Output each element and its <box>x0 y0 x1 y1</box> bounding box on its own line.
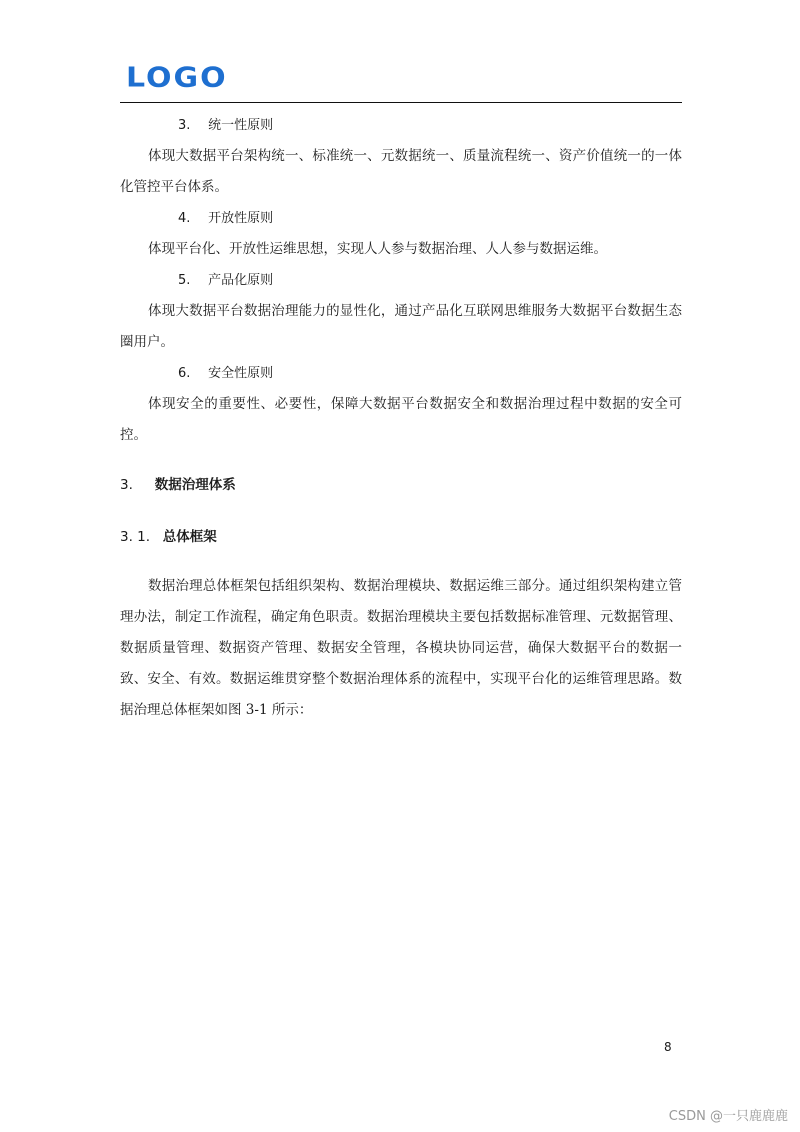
section-heading <box>120 470 682 501</box>
subsection-body: 数据治理总体框架包括组织架构、数据治理模块、数据运维三部分。通过组织架构建立管理办法，制定工作流程，确定角色职责。数据治理模块主要包括数据标准管理、元数据管理、数据质量管理、数据资产管理、数据安全管理，各模块协同运营，确保大数据平台的数据一致、安全、有效。数据运维贯穿整个数据治理体系的流程中，实现平台化的运维管理思路。数据治理总体框架如图 3-1 所示： <box>120 578 682 718</box>
principle-number: 4. <box>178 211 191 226</box>
subsection-number: 3. 1. <box>120 529 151 545</box>
principle-heading <box>178 358 682 389</box>
principle-number: 5. <box>178 273 191 288</box>
page-number: 8 <box>664 1040 672 1054</box>
principle-heading <box>178 265 682 296</box>
subsection-title: 总体框架 <box>162 529 217 545</box>
section-title: 数据治理体系 <box>154 477 236 493</box>
principle-body: 体现平台化、开放性运维思想，实现人人参与数据治理、人人参与数据运维。 <box>148 241 607 257</box>
principle-number: 3. <box>178 118 191 133</box>
principle-title: 统一性原则 <box>208 118 274 133</box>
principle-body: 体现大数据平台架构统一、标准统一、元数据统一、质量流程统一、资产价值统一的一体化管控平台体系。 <box>120 148 682 195</box>
principle-heading <box>178 110 682 141</box>
logo: LOGO <box>126 61 228 94</box>
header-divider <box>120 102 682 103</box>
principle-title: 安全性原则 <box>208 366 274 381</box>
principle-title: 开放性原则 <box>208 211 274 226</box>
principle-title: 产品化原则 <box>208 273 274 288</box>
watermark: CSDN @一只鹿鹿鹿 <box>668 1109 788 1124</box>
document-body <box>120 110 682 726</box>
principle-number: 6. <box>178 366 191 381</box>
principle-body: 体现大数据平台数据治理能力的显性化，通过产品化互联网思维服务大数据平台数据生态圈用户。 <box>120 303 682 350</box>
principle-heading <box>178 203 682 234</box>
subsection-heading <box>120 522 682 553</box>
section-number: 3. <box>120 477 133 493</box>
principle-body: 体现安全的重要性、必要性，保障大数据平台数据安全和数据治理过程中数据的安全可控。 <box>120 396 682 443</box>
